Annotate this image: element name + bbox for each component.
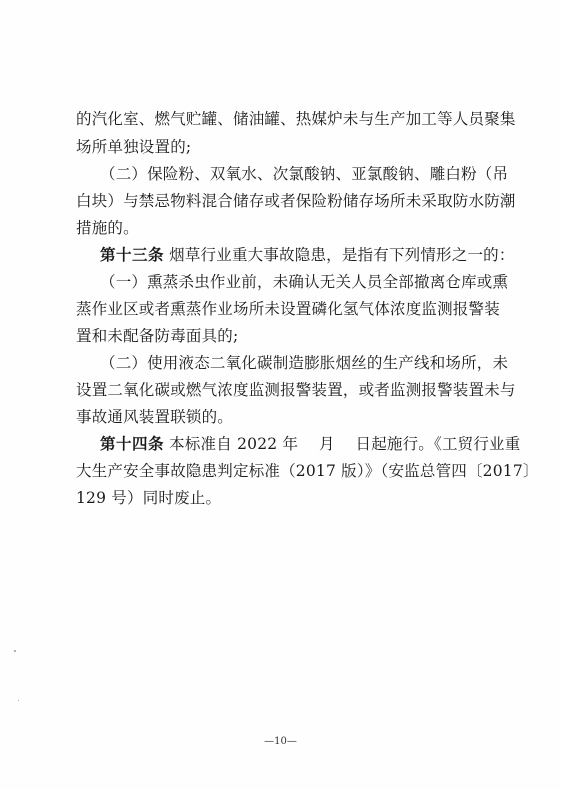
line-text: 蒸作业区或者熏蒸作业场所未设置磷化氢气体浓度监测报警装 [76, 300, 500, 318]
text-line [76, 461, 539, 481]
article-14-line [100, 434, 521, 454]
scan-speck [14, 650, 16, 652]
text-line [100, 353, 509, 373]
line-text: 大生产安全事故隐患判定标准（2017 版）》（安监总管四〔2017〕 [76, 462, 539, 480]
text-line [76, 218, 491, 238]
line-text: （一）熏蒸杀虫作业前，未确认无关人员全部撤离仓库或熏 [100, 273, 509, 291]
text-line [76, 380, 516, 400]
text-line [100, 272, 509, 292]
article-label: 第十三条 [100, 246, 165, 264]
line-text: 129 号）同时废止。 [76, 489, 222, 507]
text-line [76, 109, 516, 129]
line-text: 烟草行业重大事故隐患，是指有下列情形之一的： [164, 246, 515, 264]
text-line [76, 488, 491, 508]
line-text: 本标准自 2022 年 月 日起施行。《工贸行业重 [164, 435, 521, 453]
article-13-line [100, 245, 515, 265]
line-text: 的汽化室、燃气贮罐、储油罐、热媒炉未与生产加工等人员聚集 [76, 110, 516, 128]
page-number: —10— [264, 736, 297, 747]
text-line [76, 326, 491, 346]
line-text: （二）保险粉、双氧水、次氯酸钠、亚氯酸钠、雕白粉（吊 [100, 165, 509, 183]
article-label: 第十四条 [100, 435, 165, 453]
text-line [76, 299, 500, 319]
text-line [100, 164, 509, 184]
text-line [76, 191, 516, 211]
text-line [76, 137, 491, 157]
line-text: 设置二氧化碳或燃气浓度监测报警装置，或者监测报警装置未与 [76, 381, 516, 399]
line-text: 措施的。 [76, 219, 139, 237]
line-text: 场所单独设置的; [76, 138, 192, 156]
text-line [76, 407, 491, 427]
line-text: 置和未配备防毒面具的; [76, 327, 239, 345]
line-text: 事故通风装置联锁的。 [76, 408, 234, 426]
line-text: 白块）与禁忌物料混合储存或者保险粉储存场所未采取防水防潮 [76, 192, 516, 210]
scan-speck [18, 700, 19, 701]
line-text: （二）使用液态二氧化碳制造膨胀烟丝的生产线和场所，未 [100, 354, 509, 372]
